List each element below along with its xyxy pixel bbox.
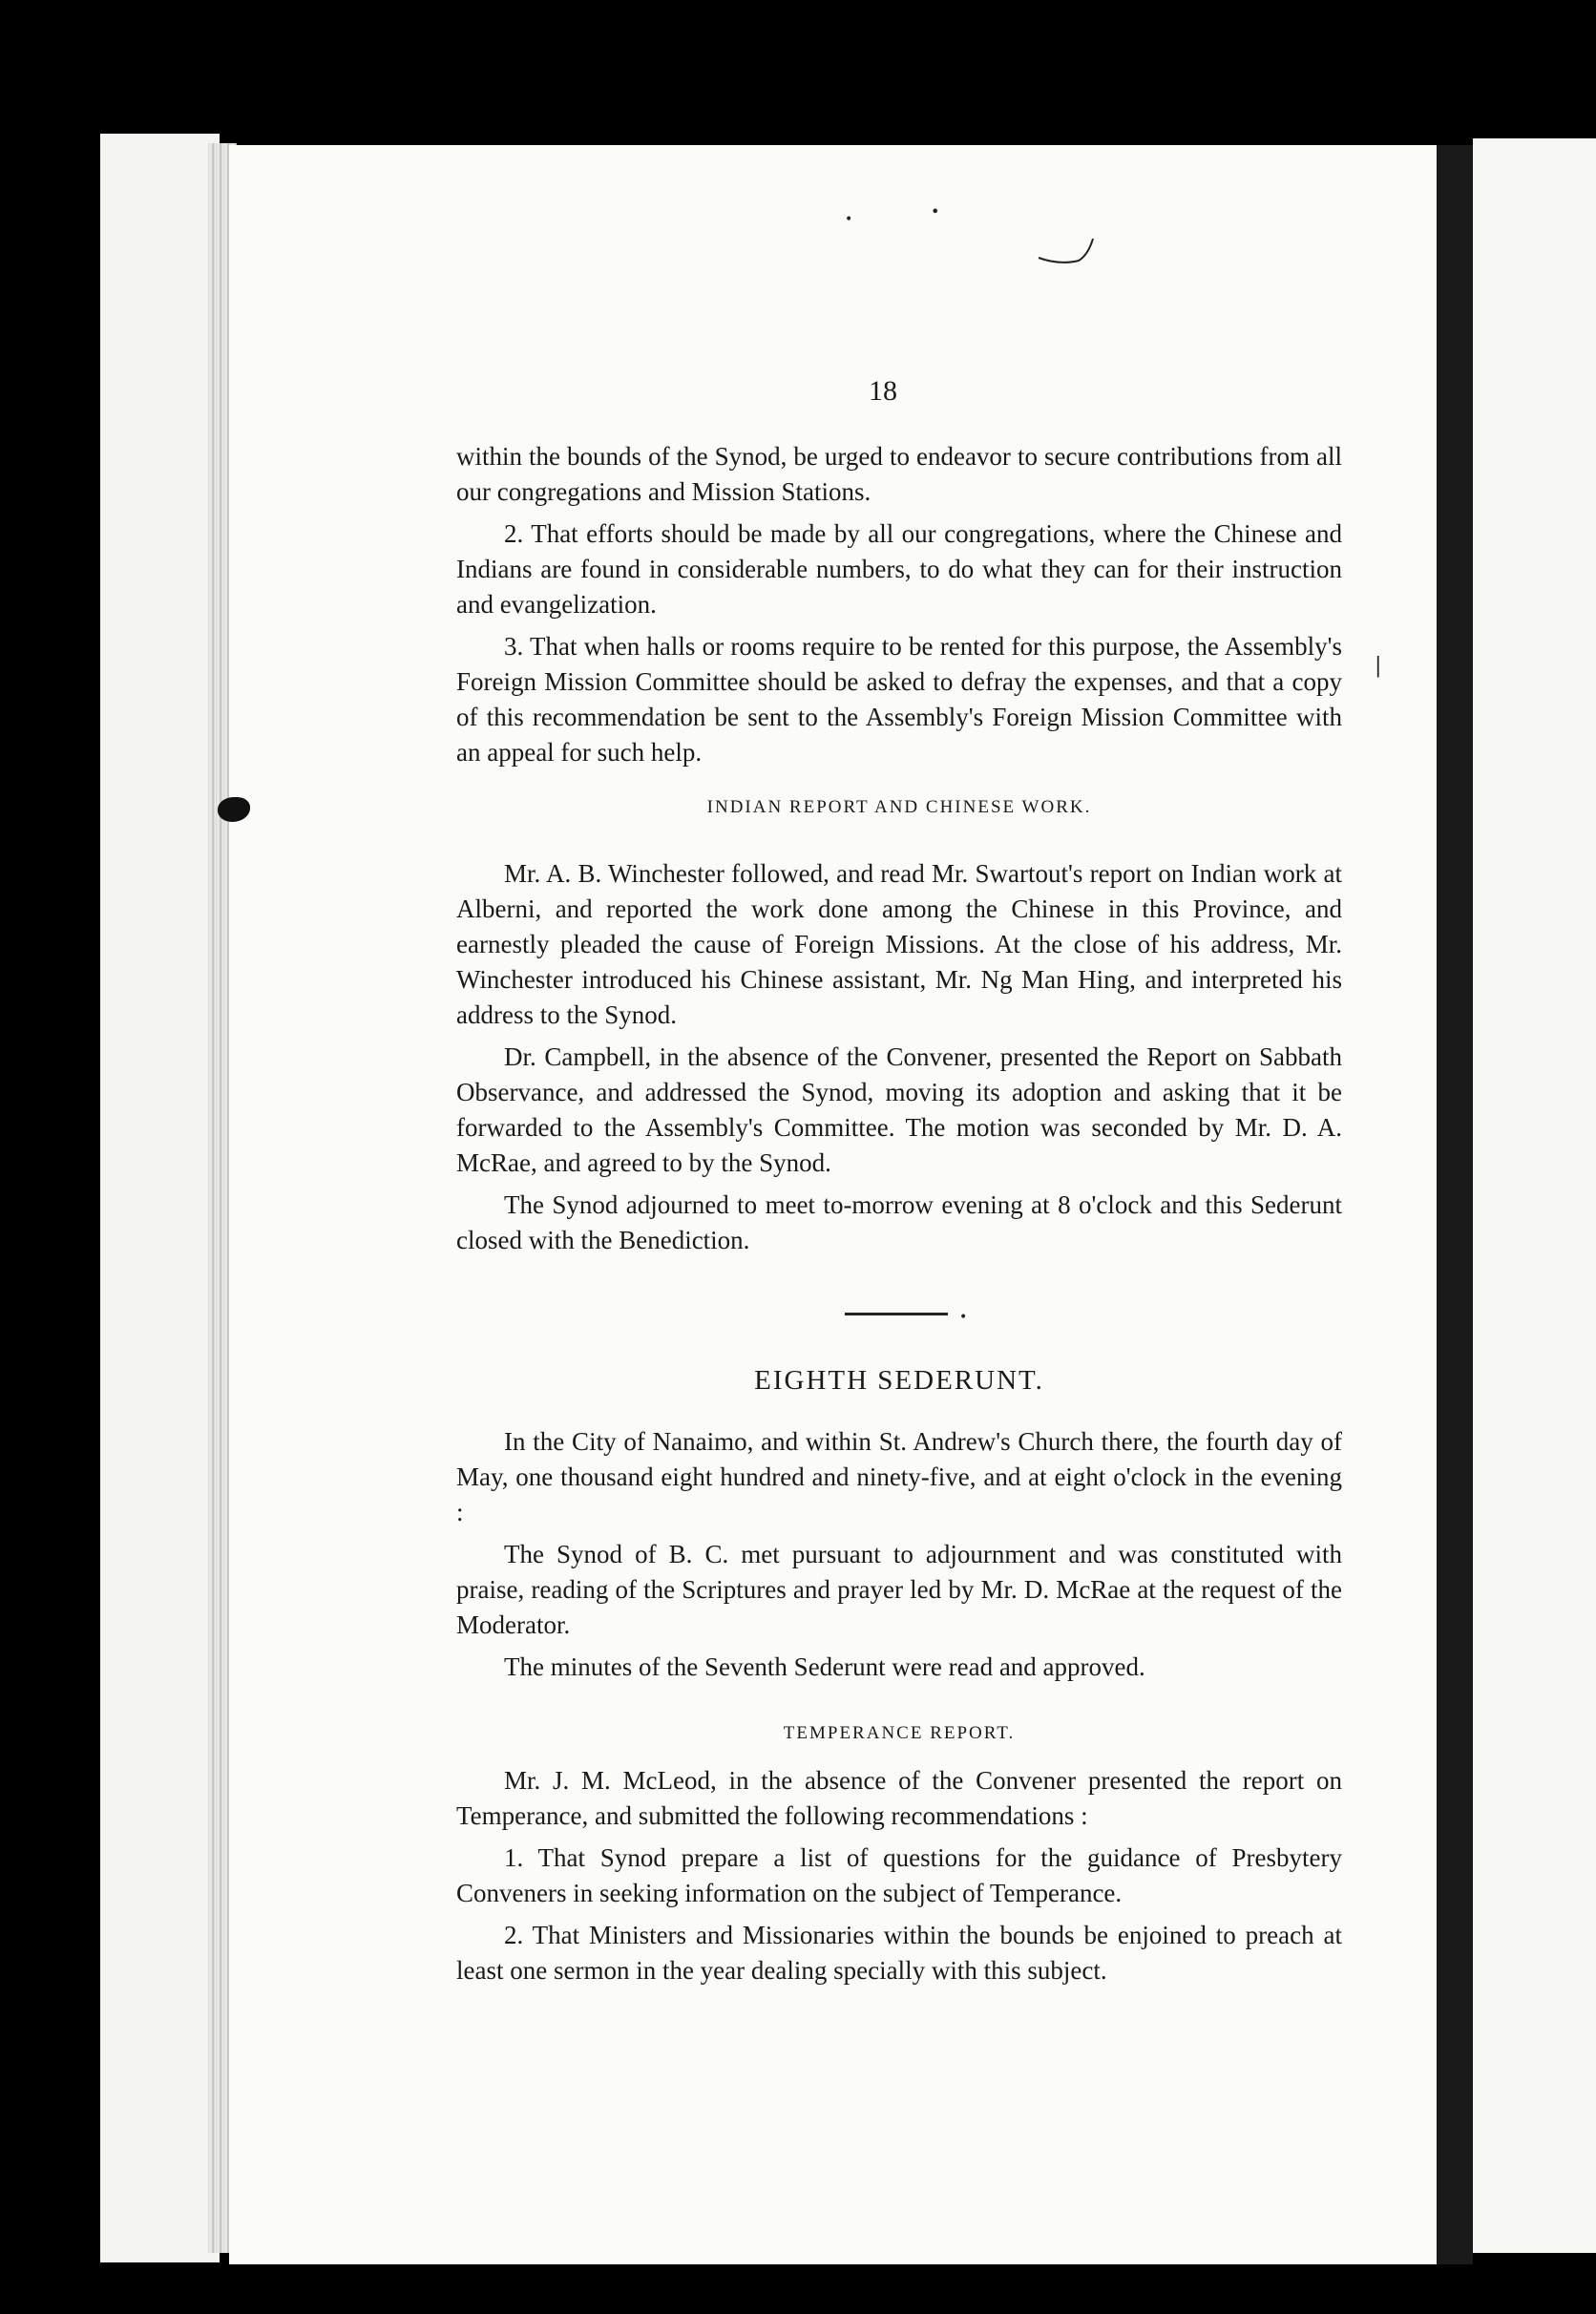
section-divider <box>845 1313 948 1315</box>
dust-speck: • <box>959 1310 968 1325</box>
paragraph: Mr. J. M. McLeod, in the absence of the Convener presented the report on Temperance, and submitted the following recommendations : <box>456 1766 1342 1830</box>
section-title: EIGHTH SEDERUNT. <box>754 1365 1044 1396</box>
paragraph: 3. That when halls or rooms require to be rented for this purpose, the Assembly's Foreign Mission Committee should be asked to defray the expenses, and that a copy of this recommendation be sent to the Assembly's Foreign Mission Committee with an appeal for such help. <box>456 632 1342 767</box>
page-fold-shadow <box>1437 145 1473 2264</box>
paragraph: 2. That Ministers and Missionaries within the bounds be enjoined to preach at least one sermon in the year dealing specially with this subject. <box>456 1921 1342 1985</box>
previous-page-edge <box>100 134 220 2262</box>
section-heading: INDIAN REPORT AND CHINESE WORK. <box>706 797 1092 817</box>
paragraph: The Synod of B. C. met pursuant to adjournment and was constituted with praise, reading of the Scriptures and prayer led by Mr. D. McRae at the request of the Moderator. <box>456 1540 1342 1639</box>
section-eighth-sederunt <box>456 1424 1342 1692</box>
paragraph: 1. That Synod prepare a list of questions for the guidance of Presbytery Conveners in seeking information on the subject of Temperance. <box>456 1843 1342 1907</box>
margin-tick: | <box>1375 654 1382 678</box>
page-number: 18 <box>869 375 897 407</box>
dust-speck: • <box>931 202 940 221</box>
paragraph: Dr. Campbell, in the absence of the Convener, presented the Report on Sabbath Observance, and addressed the Synod, moving its adoption and asking that it be forwarded to the Assembly's Committee. The motion was seconded by Mr. D. A. McRae, and agreed to by the Synod. <box>456 1042 1342 1177</box>
paragraph: Mr. A. B. Winchester followed, and read Mr. Swartout's report on Indian work at Alberni, and reported the work done among the Chinese in this Province, and earnestly pleaded the cause of Foreign Missions. At the close of his address, Mr. Winchester introduced his Chinese assistant, Mr. Ng Man Hing, and interpreted his address to the Synod. <box>456 859 1342 1029</box>
paragraph: In the City of Nanaimo, and within St. Andrew's Church there, the fourth day of May, one thousand eight hundred and ninety-five, and at eight o'clock in the evening : <box>456 1427 1342 1526</box>
section-temperance-report <box>456 1763 1342 1995</box>
section-heading: TEMPERANCE REPORT. <box>783 1723 1016 1743</box>
section-recommendations-continued <box>456 439 1342 777</box>
paragraph: The Synod adjourned to meet to-morrow evening at 8 o'clock and this Sederunt closed with the Benediction. <box>456 1190 1342 1254</box>
paragraph: 2. That efforts should be made by all our congregations, where the Chinese and Indians are found in considerable numbers, to do what they can for their instruction and evangelization. <box>456 519 1342 619</box>
dust-speck: • <box>845 212 853 227</box>
paragraph: The minutes of the Seventh Sederunt were read and approved. <box>504 1652 1145 1681</box>
next-page-edge <box>1473 138 1596 2253</box>
paragraph: within the bounds of the Synod, be urged to endeavor to secure contributions from all our congregations and Mission Stations. <box>456 442 1342 506</box>
pencil-check-mark <box>1036 234 1102 272</box>
section-indian-report <box>456 856 1342 1265</box>
